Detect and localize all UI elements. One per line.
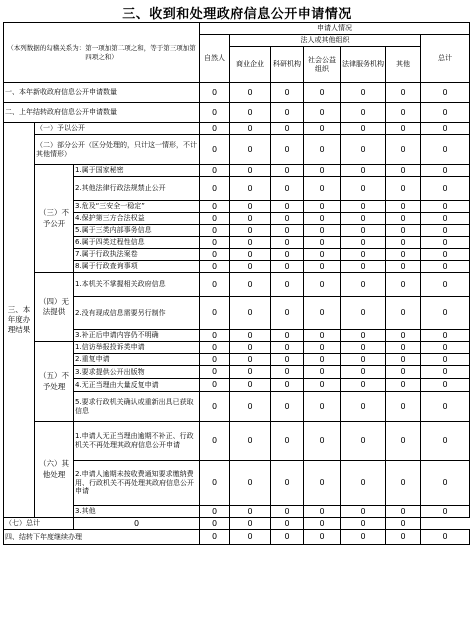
table-row: [4, 379, 470, 392]
header-note: （本列数据的勾稽关系为：第一项加第二项之和，等于第三项加第四项之和）: [4, 23, 200, 83]
table-cell-value: 0: [386, 330, 421, 342]
table-cell-value: 0: [421, 249, 470, 261]
table-cell-value: 0: [271, 225, 304, 237]
table-cell-value: 0: [271, 506, 304, 518]
table-cell-value: 0: [341, 103, 386, 123]
table-cell-value: 0: [304, 135, 341, 165]
table-cell-value: 0: [341, 342, 386, 354]
row-label: 2.重复申请: [74, 354, 200, 366]
table-cell-value: 0: [271, 297, 304, 330]
table-cell-value: 0: [230, 461, 271, 506]
group-label-unavailable: （四）无法提供: [35, 273, 74, 342]
table-cell-value: 0: [304, 273, 341, 297]
table-cell-value: 0: [230, 354, 271, 366]
table-cell-value: 0: [304, 366, 341, 379]
info-request-table: [3, 22, 470, 545]
table-row: [4, 237, 470, 249]
table-cell-value: 0: [304, 261, 341, 273]
table-cell-value: 0: [304, 422, 341, 461]
table-cell-value: 0: [304, 165, 341, 177]
table-cell-value: 0: [341, 225, 386, 237]
table-cell-value: 0: [421, 225, 470, 237]
table-cell-value: 0: [230, 366, 271, 379]
table-cell-value: 0: [304, 249, 341, 261]
table-cell-value: 0: [230, 379, 271, 392]
table-cell-value: 0: [341, 237, 386, 249]
table-cell-value: 0: [200, 366, 230, 379]
table-cell-value: 0: [271, 213, 304, 225]
table-cell-value: 0: [230, 177, 271, 201]
table-cell-value: 0: [200, 330, 230, 342]
table-cell-value: 0: [386, 177, 421, 201]
table-cell-value: 0: [200, 83, 230, 103]
row-label: 4.无正当理由大量反复申请: [74, 379, 200, 392]
table-cell-value: 0: [341, 392, 386, 422]
table-cell-value: 0: [341, 530, 386, 545]
table-cell-value: 0: [230, 342, 271, 354]
table-row: [4, 297, 470, 330]
table-row: [4, 273, 470, 297]
table-cell-value: 0: [341, 422, 386, 461]
table-row: [4, 177, 470, 201]
table-cell-value: 0: [421, 297, 470, 330]
table-cell-value: 0: [421, 330, 470, 342]
table-cell-value: 0: [341, 379, 386, 392]
table-cell-value: 0: [271, 237, 304, 249]
table-cell-value: 0: [341, 213, 386, 225]
row-label: （二）部分公开（区分处理的，只计这一情形，不计其他情形）: [35, 135, 200, 165]
table-cell-value: 0: [230, 261, 271, 273]
table-cell-value: 0: [271, 123, 304, 135]
table-cell-value: 0: [421, 261, 470, 273]
table-cell-value: 0: [341, 123, 386, 135]
table-cell-value: 0: [421, 366, 470, 379]
table-cell-value: 0: [200, 213, 230, 225]
table-cell-value: 0: [271, 354, 304, 366]
row-label: 3.危及“三安全一稳定”: [74, 201, 200, 213]
table-cell-value: 0: [421, 213, 470, 225]
table-cell-value: 0: [271, 461, 304, 506]
table-cell-value: 0: [271, 165, 304, 177]
table-row: [4, 330, 470, 342]
table-cell-value: 0: [304, 392, 341, 422]
table-row: [4, 225, 470, 237]
table-row: [4, 342, 470, 354]
table-row: [4, 165, 470, 177]
table-cell-value: 0: [386, 237, 421, 249]
table-cell-value: 0: [341, 83, 386, 103]
table-cell-value: 0: [386, 506, 421, 518]
table-cell-value: 0: [386, 461, 421, 506]
table-cell-value: 0: [386, 273, 421, 297]
table-cell-value: 0: [304, 506, 341, 518]
table-cell-value: 0: [271, 330, 304, 342]
table-cell-value: 0: [341, 461, 386, 506]
group-label-other-handling: （六）其他处理: [35, 422, 74, 518]
table-cell-value: 0: [271, 201, 304, 213]
table-cell-value: 0: [200, 261, 230, 273]
table-cell-value: 0: [386, 342, 421, 354]
table-cell-value: 0: [271, 273, 304, 297]
table-cell-value: 0: [230, 518, 271, 530]
table-cell-value: 0: [421, 506, 470, 518]
header-social-welfare: 社会公益组织: [304, 47, 341, 83]
table-cell-value: 0: [421, 354, 470, 366]
row-label: 3.补正后申请内容仍不明确: [74, 330, 200, 342]
table-cell-value: 0: [421, 422, 470, 461]
table-cell-value: 0: [386, 103, 421, 123]
table-cell-value: 0: [421, 83, 470, 103]
table-cell-value: 0: [230, 135, 271, 165]
header-legal-org: 法人或其他组织: [230, 35, 421, 47]
table-cell-value: 0: [386, 249, 421, 261]
table-cell-value: 0: [230, 103, 271, 123]
row-label: 5.要求行政机关确认或重新出具已获取信息: [74, 392, 200, 422]
table-cell-value: 0: [341, 177, 386, 201]
table-cell-value: 0: [271, 379, 304, 392]
table-cell-value: 0: [421, 273, 470, 297]
header-research: 科研机构: [271, 47, 304, 83]
table-row: [4, 461, 470, 506]
table-cell-value: 0: [421, 177, 470, 201]
table-cell-value: 0: [421, 342, 470, 354]
table-row: [4, 135, 470, 165]
table-cell-value: 0: [304, 83, 341, 103]
table-row: [4, 261, 470, 273]
table-cell-value: 0: [230, 392, 271, 422]
row-label: 5.属于三类内部事务信息: [74, 225, 200, 237]
table-cell-value: 0: [421, 461, 470, 506]
table-row: [4, 103, 470, 123]
table-cell-value: 0: [271, 135, 304, 165]
table-cell-value: 0: [386, 83, 421, 103]
table-cell-value: 0: [271, 249, 304, 261]
table-cell-value: 0: [74, 518, 200, 530]
table-cell-value: 0: [271, 342, 304, 354]
table-row: [4, 213, 470, 225]
row-label: 1.属于国家秘密: [74, 165, 200, 177]
table-cell-value: 0: [341, 297, 386, 330]
table-cell-value: 0: [421, 379, 470, 392]
table-row: [4, 366, 470, 379]
table-cell-value: 0: [421, 392, 470, 422]
table-cell-value: 0: [200, 379, 230, 392]
table-cell-value: 0: [421, 135, 470, 165]
row-label: 4.保护第三方合法权益: [74, 213, 200, 225]
table-cell-value: 0: [271, 177, 304, 201]
table-row: [4, 123, 470, 135]
table-cell-value: 0: [200, 201, 230, 213]
table-cell-value: 0: [230, 273, 271, 297]
table-cell-value: 0: [386, 297, 421, 330]
row-label: 7.属于行政执法案卷: [74, 249, 200, 261]
table-cell-value: 0: [341, 165, 386, 177]
table-cell-value: 0: [200, 297, 230, 330]
table-cell-value: 0: [421, 123, 470, 135]
table-cell-value: 0: [304, 518, 341, 530]
row-label: 3.其他: [74, 506, 200, 518]
table-cell-value: 0: [304, 297, 341, 330]
table-cell-value: 0: [230, 165, 271, 177]
table-cell-value: 0: [386, 261, 421, 273]
table-row: [4, 422, 470, 461]
table-row: [4, 506, 470, 518]
table-cell-value: 0: [200, 225, 230, 237]
page-title: 三、收到和处理政府信息公开申请情况: [122, 7, 352, 22]
table-cell-value: 0: [200, 177, 230, 201]
table-cell-value: 0: [304, 123, 341, 135]
table-cell-value: 0: [304, 530, 341, 545]
row-label: （一）予以公开: [35, 123, 200, 135]
row-label: 二、上年结转政府信息公开申请数量: [4, 103, 200, 123]
table-cell-value: 0: [386, 392, 421, 422]
table-cell-value: 0: [230, 330, 271, 342]
table-cell-value: 0: [304, 201, 341, 213]
group-label-withhold: （三）不予公开: [35, 165, 74, 273]
table-cell-value: 0: [200, 518, 230, 530]
table-cell-value: 0: [386, 135, 421, 165]
table-cell-value: 0: [304, 213, 341, 225]
row-label: 2.申请人逾期未按收费通知要求缴纳费用、行政机关不再处理其政府信息公开申请: [74, 461, 200, 506]
table-cell-value: 0: [230, 530, 271, 545]
table-cell-value: 0: [271, 103, 304, 123]
table-cell-value: 0: [230, 422, 271, 461]
table-cell-value: 0: [304, 225, 341, 237]
table-cell-value: 0: [230, 123, 271, 135]
table-cell-value: 0: [341, 273, 386, 297]
header-other: 其他: [386, 47, 421, 83]
table-cell-value: 0: [421, 530, 470, 545]
table-cell-value: 0: [230, 249, 271, 261]
table-row: [4, 392, 470, 422]
table-cell-value: 0: [200, 422, 230, 461]
table-cell-value: 0: [386, 213, 421, 225]
table-cell-value: 0: [341, 354, 386, 366]
row-label: 3.要求提供公开出版物: [74, 366, 200, 379]
table-cell-value: 0: [271, 518, 304, 530]
table-cell-value: 0: [200, 103, 230, 123]
table-cell-value: 0: [200, 461, 230, 506]
row-label: 一、本年新收政府信息公开申请数量: [4, 83, 200, 103]
table-row: [4, 201, 470, 213]
table-cell-value: 0: [386, 225, 421, 237]
table-cell-value: 0: [386, 422, 421, 461]
header-natural-person: 自然人: [200, 35, 230, 83]
row-label: 四、结转下年度继续办理: [4, 530, 200, 545]
row-label: 1.申请人无正当理由逾期不补正、行政机关不再处理其政府信息公开申请: [74, 422, 200, 461]
table-cell-value: 0: [386, 123, 421, 135]
row-label: 1.本机关不掌握相关政府信息: [74, 273, 200, 297]
table-cell-value: 0: [230, 506, 271, 518]
table-cell-value: 0: [304, 354, 341, 366]
header-legal-service: 法律服务机构: [341, 47, 386, 83]
table-cell-value: 0: [230, 201, 271, 213]
table-cell-value: 0: [304, 342, 341, 354]
table-cell-value: 0: [230, 213, 271, 225]
table-cell-value: 0: [386, 530, 421, 545]
table-cell-value: 0: [421, 201, 470, 213]
table-cell-value: 0: [421, 237, 470, 249]
table-cell-value: 0: [341, 249, 386, 261]
table-cell-value: 0: [304, 237, 341, 249]
table-cell-value: 0: [386, 379, 421, 392]
row-label: 8.属于行政查询事项: [74, 261, 200, 273]
table-cell-value: 0: [304, 177, 341, 201]
table-cell-value: 0: [200, 342, 230, 354]
table-cell-value: 0: [230, 297, 271, 330]
table-cell-value: 0: [271, 422, 304, 461]
table-cell-value: 0: [230, 225, 271, 237]
table-cell-value: 0: [341, 135, 386, 165]
group-label-not-processed: （五）不予处理: [35, 342, 74, 422]
table-cell-value: 0: [200, 135, 230, 165]
table-cell-value: 0: [271, 392, 304, 422]
table-cell-value: 0: [341, 201, 386, 213]
table-cell-value: 0: [200, 237, 230, 249]
table-cell-value: 0: [200, 273, 230, 297]
table-cell-value: 0: [200, 354, 230, 366]
table-cell-value: 0: [386, 201, 421, 213]
header-applicant: 申请人情况: [200, 23, 470, 35]
table-cell-value: 0: [341, 518, 386, 530]
table-cell-value: 0: [271, 261, 304, 273]
table-cell-value: 0: [341, 366, 386, 379]
table-cell-value: 0: [304, 379, 341, 392]
table-cell-value: 0: [304, 103, 341, 123]
table-cell-value: 0: [200, 123, 230, 135]
table-cell-value: 0: [200, 506, 230, 518]
table-cell-value: 0: [271, 366, 304, 379]
table-cell-value: 0: [341, 261, 386, 273]
row-label: 6.属于四类过程性信息: [74, 237, 200, 249]
table-cell-value: 0: [230, 83, 271, 103]
table-cell-value: 0: [200, 530, 230, 545]
table-cell-value: 0: [304, 461, 341, 506]
row-label: 2.没有现成信息需要另行制作: [74, 297, 200, 330]
table-cell-value: 0: [386, 165, 421, 177]
table-cell-value: 0: [386, 518, 421, 530]
table-cell-value: 0: [386, 354, 421, 366]
table-cell-value: 0: [271, 83, 304, 103]
table-cell-value: 0: [386, 366, 421, 379]
header-total: 总计: [421, 35, 470, 83]
table-cell-value: 0: [230, 237, 271, 249]
row-label: （七）总计: [4, 518, 74, 530]
table-row: [4, 518, 470, 530]
row-label: 2.其他法律行政法规禁止公开: [74, 177, 200, 201]
table-cell-value: 0: [421, 103, 470, 123]
table-cell-value: 0: [341, 330, 386, 342]
result-group-label: 三、本年度办理结果: [4, 123, 35, 518]
table-row: [4, 354, 470, 366]
table-cell-value: 0: [271, 530, 304, 545]
row-label: 1.信访举报投诉类申请: [74, 342, 200, 354]
table-row: [4, 249, 470, 261]
header-commercial: 商业企业: [230, 47, 271, 83]
table-cell-value: 0: [200, 249, 230, 261]
table-cell-value: 0: [200, 392, 230, 422]
table-row: [4, 530, 470, 545]
table-cell-value: 0: [421, 165, 470, 177]
table-row: [4, 83, 470, 103]
table-cell-value: 0: [304, 330, 341, 342]
table-cell-value: 0: [341, 506, 386, 518]
table-cell-value: 0: [200, 165, 230, 177]
